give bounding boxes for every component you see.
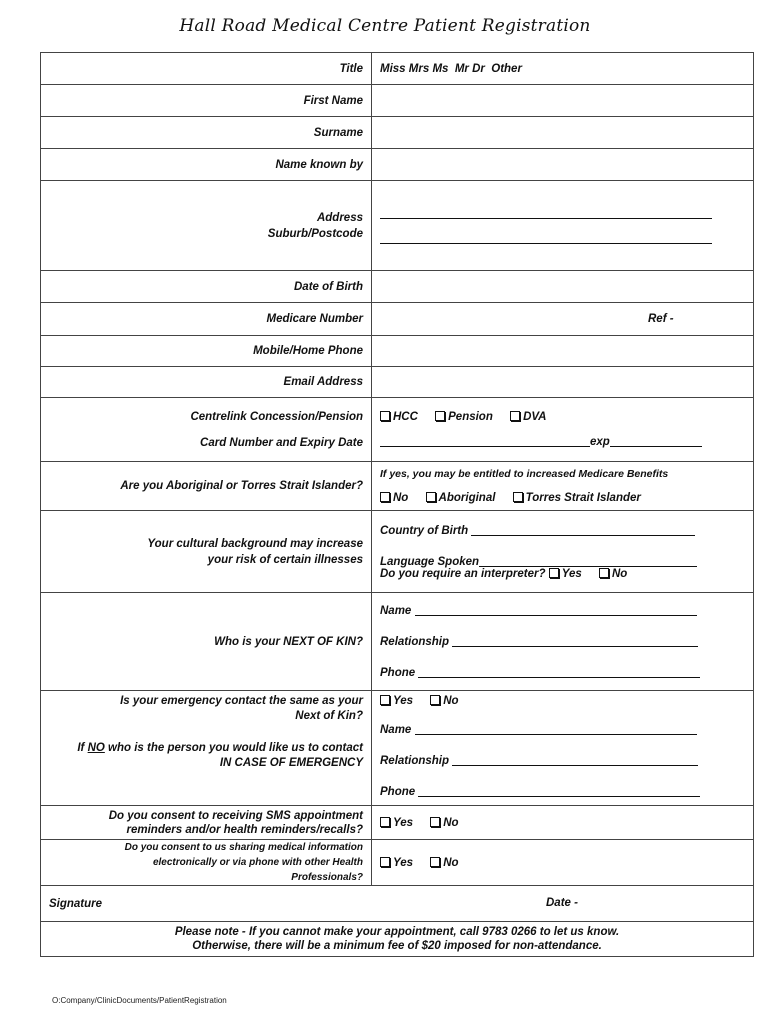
aboriginal-option-aboriginal[interactable]: Aboriginal <box>426 492 496 504</box>
share-yes[interactable]: Yes <box>380 857 413 869</box>
cultural-row <box>41 511 754 593</box>
note-line1: Please note - If you cannot make your appointment, call 9783 0266 to let us know. <box>174 926 620 938</box>
share-question-line3: Professionals? <box>291 872 363 883</box>
country-of-birth-label: Country of Birth <box>380 524 469 537</box>
title-option-ms[interactable]: Ms <box>432 62 449 75</box>
emergency-phone-label: Phone <box>380 786 416 798</box>
emergency-phone-line[interactable] <box>418 785 700 797</box>
next-of-kin-question: Who is your NEXT OF KIN? <box>41 593 372 691</box>
title-option-dr[interactable]: Dr <box>472 62 485 75</box>
surname-row <box>41 117 754 149</box>
emergency-name-label: Name <box>380 724 412 736</box>
interpreter-question: Do you require an interpreter? <box>380 567 546 580</box>
checkbox-icon <box>426 492 436 502</box>
title-label: Title <box>41 53 372 85</box>
checkbox-icon <box>380 857 390 867</box>
card-exp-label: exp <box>590 436 610 448</box>
country-of-birth-line[interactable] <box>471 524 695 536</box>
email-row <box>41 367 754 398</box>
dob-label: Date of Birth <box>41 271 372 303</box>
surname-label: Surname <box>41 117 372 149</box>
checkbox-icon <box>513 492 523 502</box>
interpreter-yes[interactable]: Yes <box>549 568 582 580</box>
sms-yes[interactable]: Yes <box>380 817 413 829</box>
card-number-line[interactable] <box>380 435 590 447</box>
checkbox-icon <box>430 817 440 827</box>
sms-no[interactable]: No <box>430 817 458 829</box>
address-line[interactable] <box>380 207 712 219</box>
language-spoken-label: Language Spoken <box>380 555 480 568</box>
checkbox-icon <box>380 492 390 502</box>
aboriginal-row <box>41 462 754 511</box>
title-option-miss[interactable]: Miss <box>380 62 406 75</box>
first-name-label: First Name <box>41 85 372 117</box>
emergency-row: Is your emergency contact the same as your Next of Kin? If NO who is the person you would like us to contact IN CASE OF EMERGENCY Yes No Name Relationship Phone <box>41 691 754 806</box>
first-name-field[interactable] <box>372 85 754 117</box>
share-question-line2: electronically or via phone with other Health <box>152 857 363 868</box>
footer-path: O:Company/ClinicDocuments/PatientRegistration <box>52 996 227 1005</box>
emergency-contact-question: who is the person you would like us to contact <box>108 742 363 754</box>
checkbox-icon <box>430 857 440 867</box>
emergency-same-line2: Next of Kin? <box>295 710 363 722</box>
medicare-row <box>41 303 754 336</box>
emergency-same-yes[interactable]: Yes <box>380 695 413 707</box>
signature-label: Signature <box>49 897 103 910</box>
emergency-relationship-label: Relationship <box>380 755 450 767</box>
address-label: Address <box>316 211 363 224</box>
kin-relationship-label: Relationship <box>380 636 450 648</box>
sms-row <box>41 806 754 840</box>
note-line2: Otherwise, there will be a minimum fee of $20 imposed for non-attendance. <box>192 940 602 952</box>
title-option-mrs[interactable]: Mrs <box>408 62 430 75</box>
name-known-by-label: Name known by <box>41 149 372 181</box>
cultural-question-line2: your risk of certain illnesses <box>207 553 363 566</box>
centrelink-row <box>41 398 754 462</box>
cultural-question-line1: Your cultural background may increase <box>147 537 363 550</box>
language-spoken-line[interactable] <box>479 555 697 567</box>
kin-relationship-line[interactable] <box>452 635 698 647</box>
hcc-option[interactable]: HCC <box>380 411 418 423</box>
centrelink-label: Centrelink Concession/Pension <box>190 410 363 423</box>
checkbox-icon <box>599 568 609 578</box>
card-exp-line[interactable] <box>610 435 702 447</box>
registration-form <box>40 52 754 957</box>
name-known-by-field[interactable] <box>372 149 754 181</box>
email-field[interactable] <box>372 367 754 398</box>
kin-phone-label: Phone <box>380 667 416 679</box>
suburb-postcode-line[interactable] <box>380 232 712 244</box>
emergency-relationship-line[interactable] <box>452 754 698 766</box>
title-row <box>41 53 754 85</box>
phone-field[interactable] <box>372 336 754 367</box>
emergency-no-emphasis: NO <box>87 742 105 754</box>
page-title: Hall Road Medical Centre Patient Registration <box>179 16 591 36</box>
signature-row <box>41 886 754 922</box>
title-option-mr[interactable]: Mr <box>454 62 469 75</box>
kin-name-label: Name <box>380 605 412 617</box>
note-row <box>41 922 754 957</box>
address-row <box>41 181 754 271</box>
phone-label: Mobile/Home Phone <box>41 336 372 367</box>
checkbox-icon <box>380 411 390 421</box>
share-question-line1: Do you consent to us sharing medical information <box>124 842 363 853</box>
email-label: Email Address <box>41 367 372 398</box>
share-no[interactable]: No <box>430 857 458 869</box>
emergency-same-line1: Is your emergency contact the same as your <box>120 695 363 707</box>
checkbox-icon <box>510 411 520 421</box>
emergency-same-no[interactable]: No <box>430 695 458 707</box>
aboriginal-note: If yes, you may be entitled to increased Medicare Benefits <box>380 468 669 480</box>
checkbox-icon <box>380 695 390 705</box>
dob-row <box>41 271 754 303</box>
sms-question-line2: reminders and/or health reminders/recalls? <box>126 823 363 836</box>
interpreter-no[interactable]: No <box>599 568 627 580</box>
kin-phone-line[interactable] <box>418 666 700 678</box>
medicare-ref-label: Ref - <box>648 313 674 325</box>
aboriginal-option-no[interactable]: No <box>380 492 408 504</box>
kin-name-line[interactable] <box>415 604 697 616</box>
emergency-case-label: IN CASE OF EMERGENCY <box>219 757 363 769</box>
surname-field[interactable] <box>372 117 754 149</box>
sms-question-line1: Do you consent to receiving SMS appointment <box>108 809 363 822</box>
title-options <box>372 53 754 85</box>
date-label: Date - <box>546 897 578 909</box>
title-option-other[interactable]: Other <box>491 62 522 75</box>
checkbox-icon <box>430 695 440 705</box>
checkbox-icon <box>380 817 390 827</box>
dob-field[interactable] <box>372 271 754 303</box>
dva-option[interactable]: DVA <box>510 411 546 423</box>
checkbox-icon <box>549 568 559 578</box>
share-row <box>41 840 754 886</box>
card-number-label: Card Number and Expiry Date <box>200 436 363 449</box>
aboriginal-question: Are you Aboriginal or Torres Strait Islander? <box>41 462 372 511</box>
pension-option[interactable]: Pension <box>435 411 493 423</box>
checkbox-icon <box>435 411 445 421</box>
first-name-row <box>41 85 754 117</box>
next-of-kin-row <box>41 593 754 691</box>
name-known-by-row <box>41 149 754 181</box>
aboriginal-option-tsi[interactable]: Torres Strait Islander <box>513 492 641 504</box>
emergency-name-line[interactable] <box>415 723 697 735</box>
phone-row <box>41 336 754 367</box>
suburb-postcode-label: Suburb/Postcode <box>267 227 363 240</box>
medicare-label: Medicare Number <box>41 303 372 336</box>
